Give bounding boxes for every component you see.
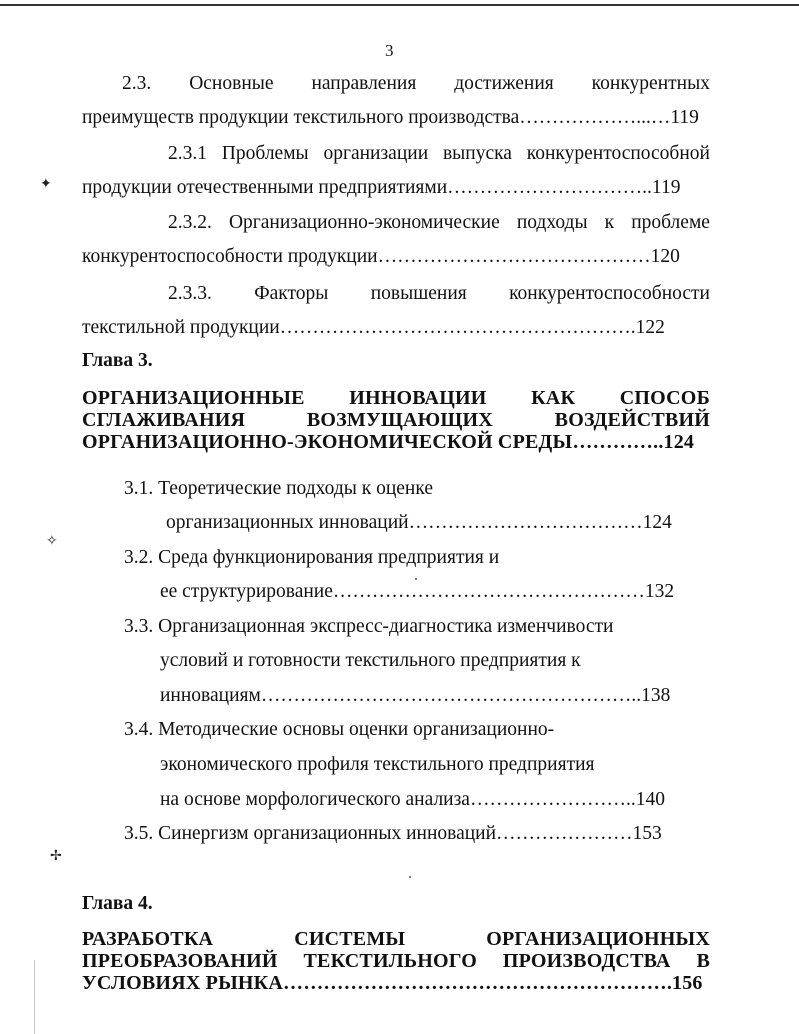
toc-text: конкурентных — [591, 73, 710, 94]
toc-item-2-3-1-line1 — [168, 143, 710, 165]
toc-item-3-2-line2: ее структурирование…………………………………………132 — [160, 581, 675, 602]
toc-text: проблеме — [631, 212, 710, 233]
toc-text: Факторы — [254, 283, 329, 304]
page-number: 3 — [385, 41, 394, 60]
chapter-title-word: СПОСОБ — [619, 387, 710, 409]
scan-speck — [415, 578, 417, 580]
toc-text: к — [604, 212, 615, 233]
chapter-3-label: Глава 3. — [82, 350, 153, 371]
chapter-title-word: В — [696, 950, 710, 972]
scan-artifact-mark: ✢ — [50, 849, 62, 864]
chapter-4-label: Глава 4. — [82, 893, 153, 914]
toc-text: Проблемы — [221, 143, 309, 164]
toc-item-3-4-line1: 3.4. Методические основы оценки организационно- — [124, 719, 555, 740]
scan-speck — [409, 876, 411, 878]
chapter-title-word: ТЕКСТИЛЬНОГО — [303, 950, 477, 972]
toc-item-3-3-line1: 3.3. Организационная экспресс-диагностика изменчивости — [124, 616, 614, 637]
toc-text: направления — [311, 73, 417, 94]
toc-text: повышения — [370, 283, 467, 304]
toc-text: 2.3. — [122, 73, 152, 94]
toc-item-3-5-line1: 3.5. Синергизм организационных инноваций…………………153 — [124, 823, 662, 844]
toc-item-3-1-line1: 3.1. Теоретические подходы к оценке — [124, 478, 434, 499]
toc-item-3-2-line1: 3.2. Среда функционирования предприятия и — [124, 547, 500, 568]
toc-item-2-3-3-line2: текстильной продукции……………………………………………….122 — [82, 317, 665, 338]
toc-text: 2.3.1 — [168, 143, 207, 164]
chapter-title-word: ОРГАНИЗАЦИОННЫХ — [486, 928, 710, 950]
toc-text: Организационно-экономические — [228, 212, 500, 233]
toc-item-3-4-line3: на основе морфологического анализа……………………..140 — [160, 789, 665, 810]
toc-item-3-3-line2: условий и готовности текстильного предприятия к — [160, 650, 581, 671]
chapter-title-word: ОРГАНИЗАЦИОННЫЕ — [82, 387, 305, 409]
toc-text: конкурентоспособной — [526, 143, 710, 164]
toc-text: 2.3.2. — [168, 212, 212, 233]
toc-text: выпуска — [442, 143, 512, 164]
toc-item-3-3-line3: инновациям…………………………………………………..138 — [160, 685, 671, 706]
chapter-4-title-line1 — [82, 928, 710, 950]
chapter-title-word: ПРОИЗВОДСТВА — [502, 950, 671, 972]
chapter-title-word: ВОЗМУЩАЮЩИХ — [306, 409, 493, 431]
chapter-3-title-line2 — [82, 409, 710, 431]
toc-item-2-3-2-line1 — [168, 212, 710, 234]
toc-item-3-1-line2: организационных инноваций………………………………124 — [166, 512, 672, 533]
chapter-title-word: СИСТЕМЫ — [294, 928, 406, 950]
chapter-3-title-line1 — [82, 387, 710, 409]
chapter-3-title-line3: ОРГАНИЗАЦИОННО-ЭКОНОМИЧЕСКОЙ СРЕДЫ…………..124 — [82, 431, 695, 453]
chapter-title-word: ПРЕОБРАЗОВАНИЙ — [82, 950, 278, 972]
toc-item-2-3-line2: преимуществ продукции текстильного производства………………...…119 — [82, 107, 699, 128]
toc-text: 2.3.3. — [168, 283, 212, 304]
toc-item-2-3-2-line2: конкурентоспособности продукции……………………………………120 — [82, 246, 680, 267]
scan-edge-line — [34, 960, 35, 1034]
toc-item-3-4-line2: экономического профиля текстильного предприятия — [160, 754, 595, 775]
toc-text: организации — [323, 143, 429, 164]
chapter-4-title-line2 — [82, 950, 710, 972]
toc-text: Основные — [189, 73, 274, 94]
toc-text: достижения — [454, 73, 554, 94]
chapter-title-word: РАЗРАБОТКА — [82, 928, 214, 950]
chapter-4-title-line3: УСЛОВИЯХ РЫНКА………………………………………………….156 — [82, 972, 703, 994]
chapter-title-word: СГЛАЖИВАНИЯ — [82, 409, 246, 431]
toc-text: конкурентоспособности — [509, 283, 710, 304]
scan-artifact-mark: ✧ — [46, 534, 58, 549]
chapter-title-word: КАК — [531, 387, 576, 409]
chapter-title-word: ИННОВАЦИИ — [349, 387, 487, 409]
toc-item-2-3-3-line1 — [168, 283, 710, 305]
scan-top-border — [0, 4, 799, 6]
toc-item-2-3-line1 — [122, 73, 710, 95]
scan-artifact-mark: ✦ — [40, 177, 52, 192]
toc-text: подходы — [516, 212, 588, 233]
chapter-title-word: ВОЗДЕЙСТВИЙ — [554, 409, 710, 431]
toc-item-2-3-1-line2: продукции отечественными предприятиями…………………………..119 — [82, 177, 681, 198]
